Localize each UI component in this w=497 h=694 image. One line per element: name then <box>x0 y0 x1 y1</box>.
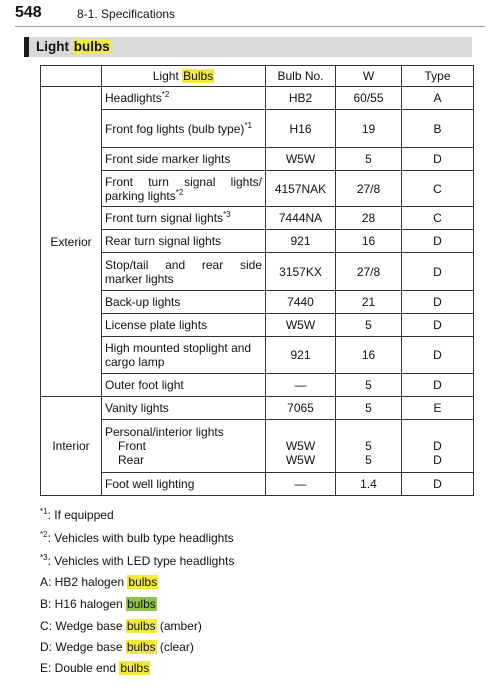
table-row: Front side marker lights W5W 5 D <box>41 148 474 171</box>
table-row: Foot well lighting — 1.4 D <box>41 473 474 496</box>
table-row: Rear turn signal lights 921 16 D <box>41 230 474 253</box>
category-interior: Interior <box>41 397 102 496</box>
section-title: 8-1. Specifications <box>77 7 176 21</box>
footnote: $^{*2}$: Vehicles with bulb type headlights <box>40 530 234 545</box>
table-row: Back-up lights 7440 21 D <box>41 291 474 314</box>
table-row: Personal/interior lights Front Rear W5W W5W 5 5 D D <box>41 420 474 473</box>
table-row: License plate lights W5W 5 D <box>41 314 474 337</box>
legend-item: B: H16 halogen bulbs <box>40 597 156 611</box>
search-highlight: bulbs <box>128 575 158 589</box>
legend-item: C: Wedge base bulbs (amber) <box>40 619 202 633</box>
footnote: $^{*1}$: If equipped <box>40 507 114 522</box>
table-row: Stop/tail and rear side marker lights 3157KX 27/8 D <box>41 253 474 291</box>
table-row: Front turn signal lights$^{*3}$ 7444NA 28 C <box>41 207 474 230</box>
search-highlight: bulbs <box>126 619 156 633</box>
page-header <box>15 4 485 26</box>
table-row: Interior Vanity lights 7065 5 E <box>41 397 474 420</box>
table-row: Front fog lights (bulb type)$^{*1}$ H16 19 B <box>41 110 474 148</box>
light-bulbs-table <box>40 65 474 496</box>
search-highlight: bulbs <box>120 661 150 675</box>
header-w: W <box>336 66 402 87</box>
table-row: Exterior Headlights$^{*2}$ HB2 60/55 A <box>41 87 474 110</box>
band-marker <box>24 37 29 57</box>
header-empty <box>41 66 102 87</box>
search-highlight-current: bulbs <box>127 597 156 611</box>
table-row: Front turn signal lights/ parking lights$^{*2}$ 4157NAK 27/8 C <box>41 171 474 207</box>
legend-item: A: HB2 halogen bulbs <box>40 575 158 589</box>
table-row: Outer foot light — 5 D <box>41 374 474 397</box>
legend-item: D: Wedge base bulbs (clear) <box>40 640 194 654</box>
header-bulb-no: Bulb No. <box>266 66 336 87</box>
header-rule <box>15 26 485 27</box>
band-title: Light bulbs <box>36 39 110 54</box>
table-row: High mounted stoplight and cargo lamp 921 16 D <box>41 337 474 374</box>
page-number: 548 <box>15 4 42 21</box>
category-exterior: Exterior <box>41 87 102 397</box>
table-header-row <box>41 66 474 87</box>
section-band <box>24 37 472 57</box>
header-light-bulbs: Light Bulbs <box>102 66 266 87</box>
search-highlight: bulbs <box>126 640 156 654</box>
header-type: Type <box>402 66 474 87</box>
footnote: $^{*3}$: Vehicles with LED type headlights <box>40 553 235 568</box>
legend-item: E: Double end bulbs <box>40 661 150 675</box>
search-highlight: bulbs <box>73 39 110 54</box>
search-highlight: Bulbs <box>183 69 214 83</box>
